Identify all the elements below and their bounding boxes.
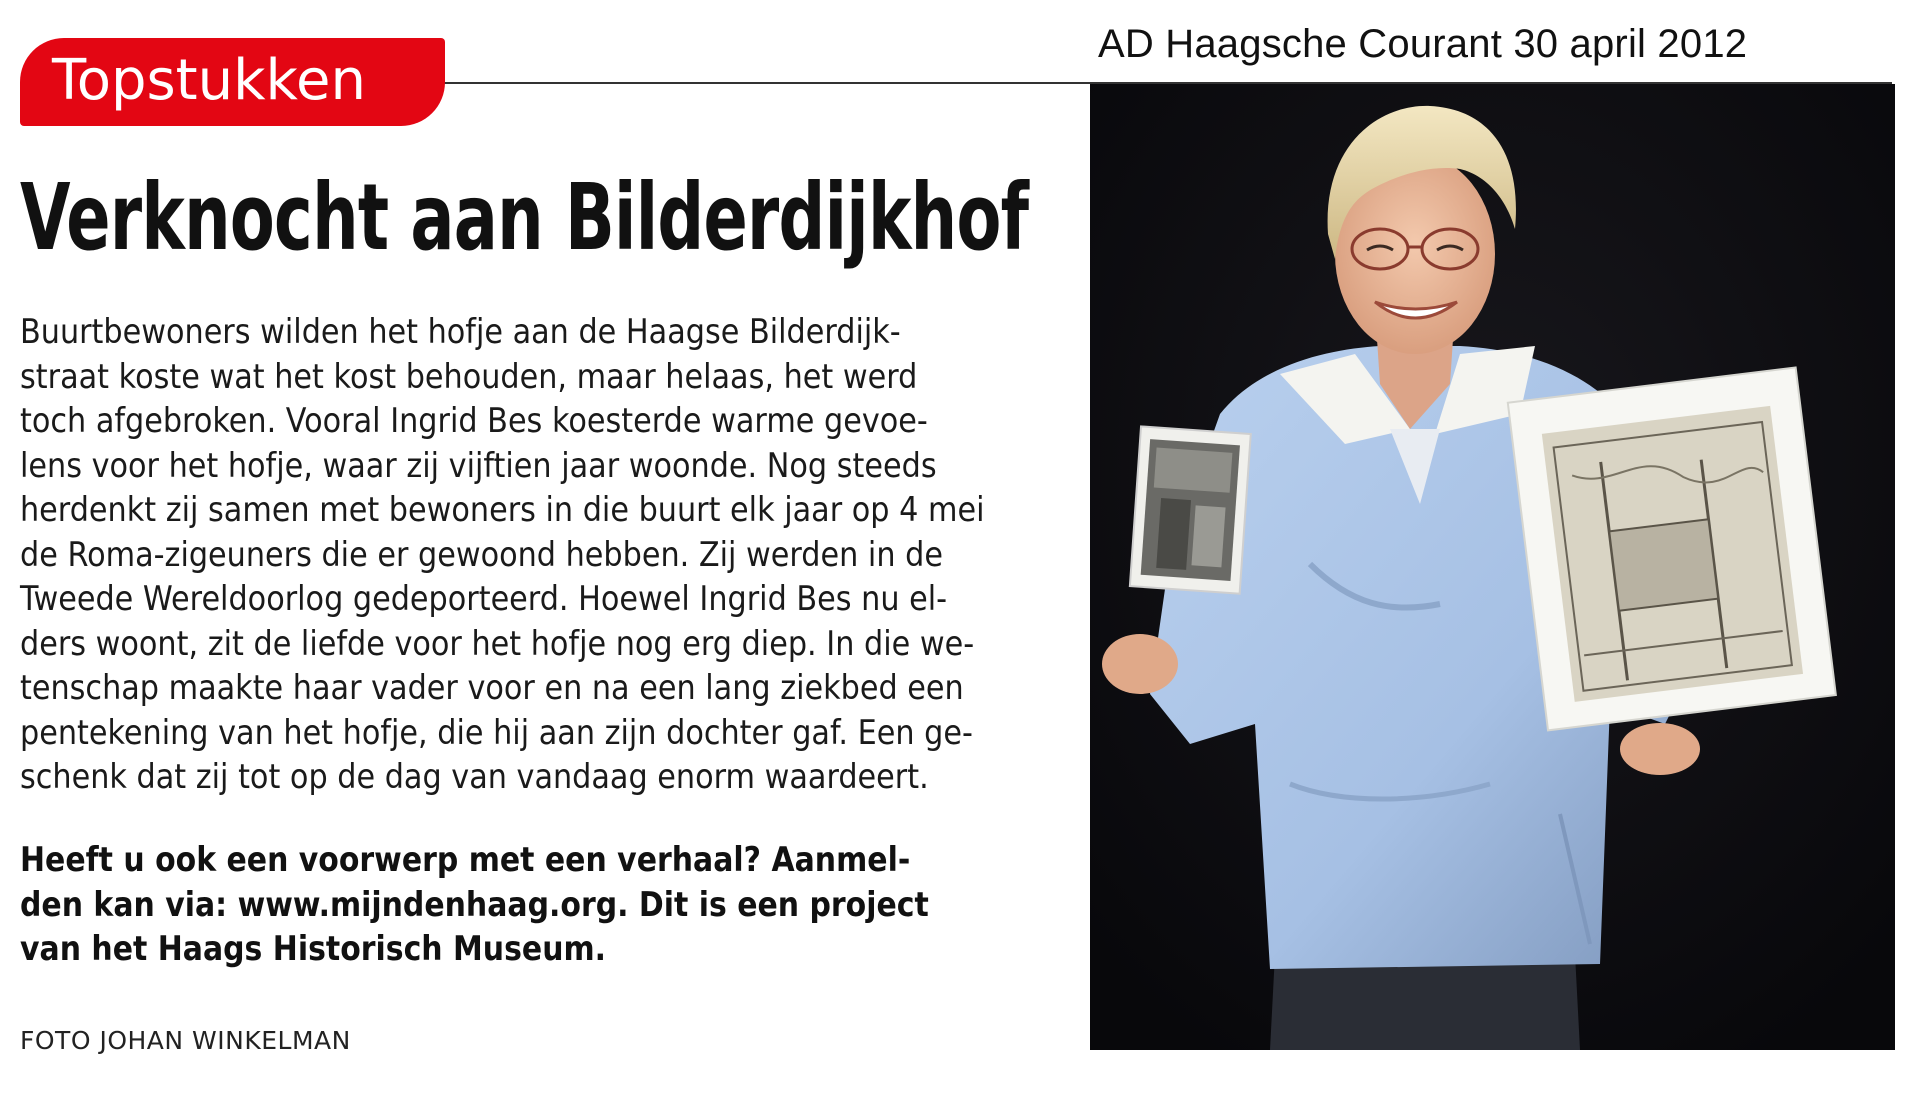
left-hand — [1102, 634, 1178, 694]
call-to-action — [20, 838, 1080, 972]
trousers — [1270, 954, 1580, 1050]
body-line: ders woont, zit de liefde voor het hofje nog erg diep. In die we- — [20, 623, 975, 664]
body-line: herdenkt zij samen met bewoners in die buurt elk jaar op 4 mei — [20, 490, 985, 530]
body-line: lens voor het hofje, waar zij vijftien jaar woonde. Nog steeds — [20, 445, 937, 486]
right-hand — [1620, 723, 1700, 775]
section-label: Topstukken — [52, 48, 366, 113]
body-line: Tweede Wereldoorlog gedeporteerd. Hoewel Ingrid Bes nu el- — [20, 579, 948, 619]
cta-line: Heeft u ook een voorwerp met een verhaal? Aanmel- — [20, 840, 911, 880]
body-line: de Roma-zigeuners die er gewoond hebben. Zij werden in de — [20, 534, 943, 575]
body-line: schenk dat zij tot op de dag van vandaag enorm waardeert. — [20, 757, 929, 797]
body-line: pentekening van het hofje, die hij aan zijn dochter gaf. Een ge- — [20, 712, 973, 753]
body-line: tenschap maakte haar vader voor en na een lang ziekbed een — [20, 668, 964, 708]
body-line: Buurtbewoners wilden het hofje aan de Haagse Bilderdijk- — [20, 312, 901, 352]
body-line: straat koste wat het kost behouden, maar helaas, het werd — [20, 356, 918, 397]
portrait-illustration — [1090, 84, 1895, 1050]
large-framed-drawing — [1508, 367, 1836, 730]
body-line: toch afgebroken. Vooral Ingrid Bes koesterde warme gevoe- — [20, 401, 928, 441]
cta-line: van het Haags Historisch Museum. — [20, 929, 607, 969]
small-framed-drawing — [1130, 426, 1251, 593]
newspaper-source: AD Haagsche Courant 30 april 2012 — [1098, 22, 1748, 66]
photo-credit: FOTO JOHAN WINKELMAN — [20, 1026, 351, 1055]
cta-line: den kan via: www.mijndenhaag.org. Dit is een project — [20, 884, 929, 925]
article-headline: Verknocht aan Bilderdijkhof — [20, 164, 1029, 271]
article-photo — [1090, 84, 1895, 1050]
article-body — [20, 310, 1080, 800]
